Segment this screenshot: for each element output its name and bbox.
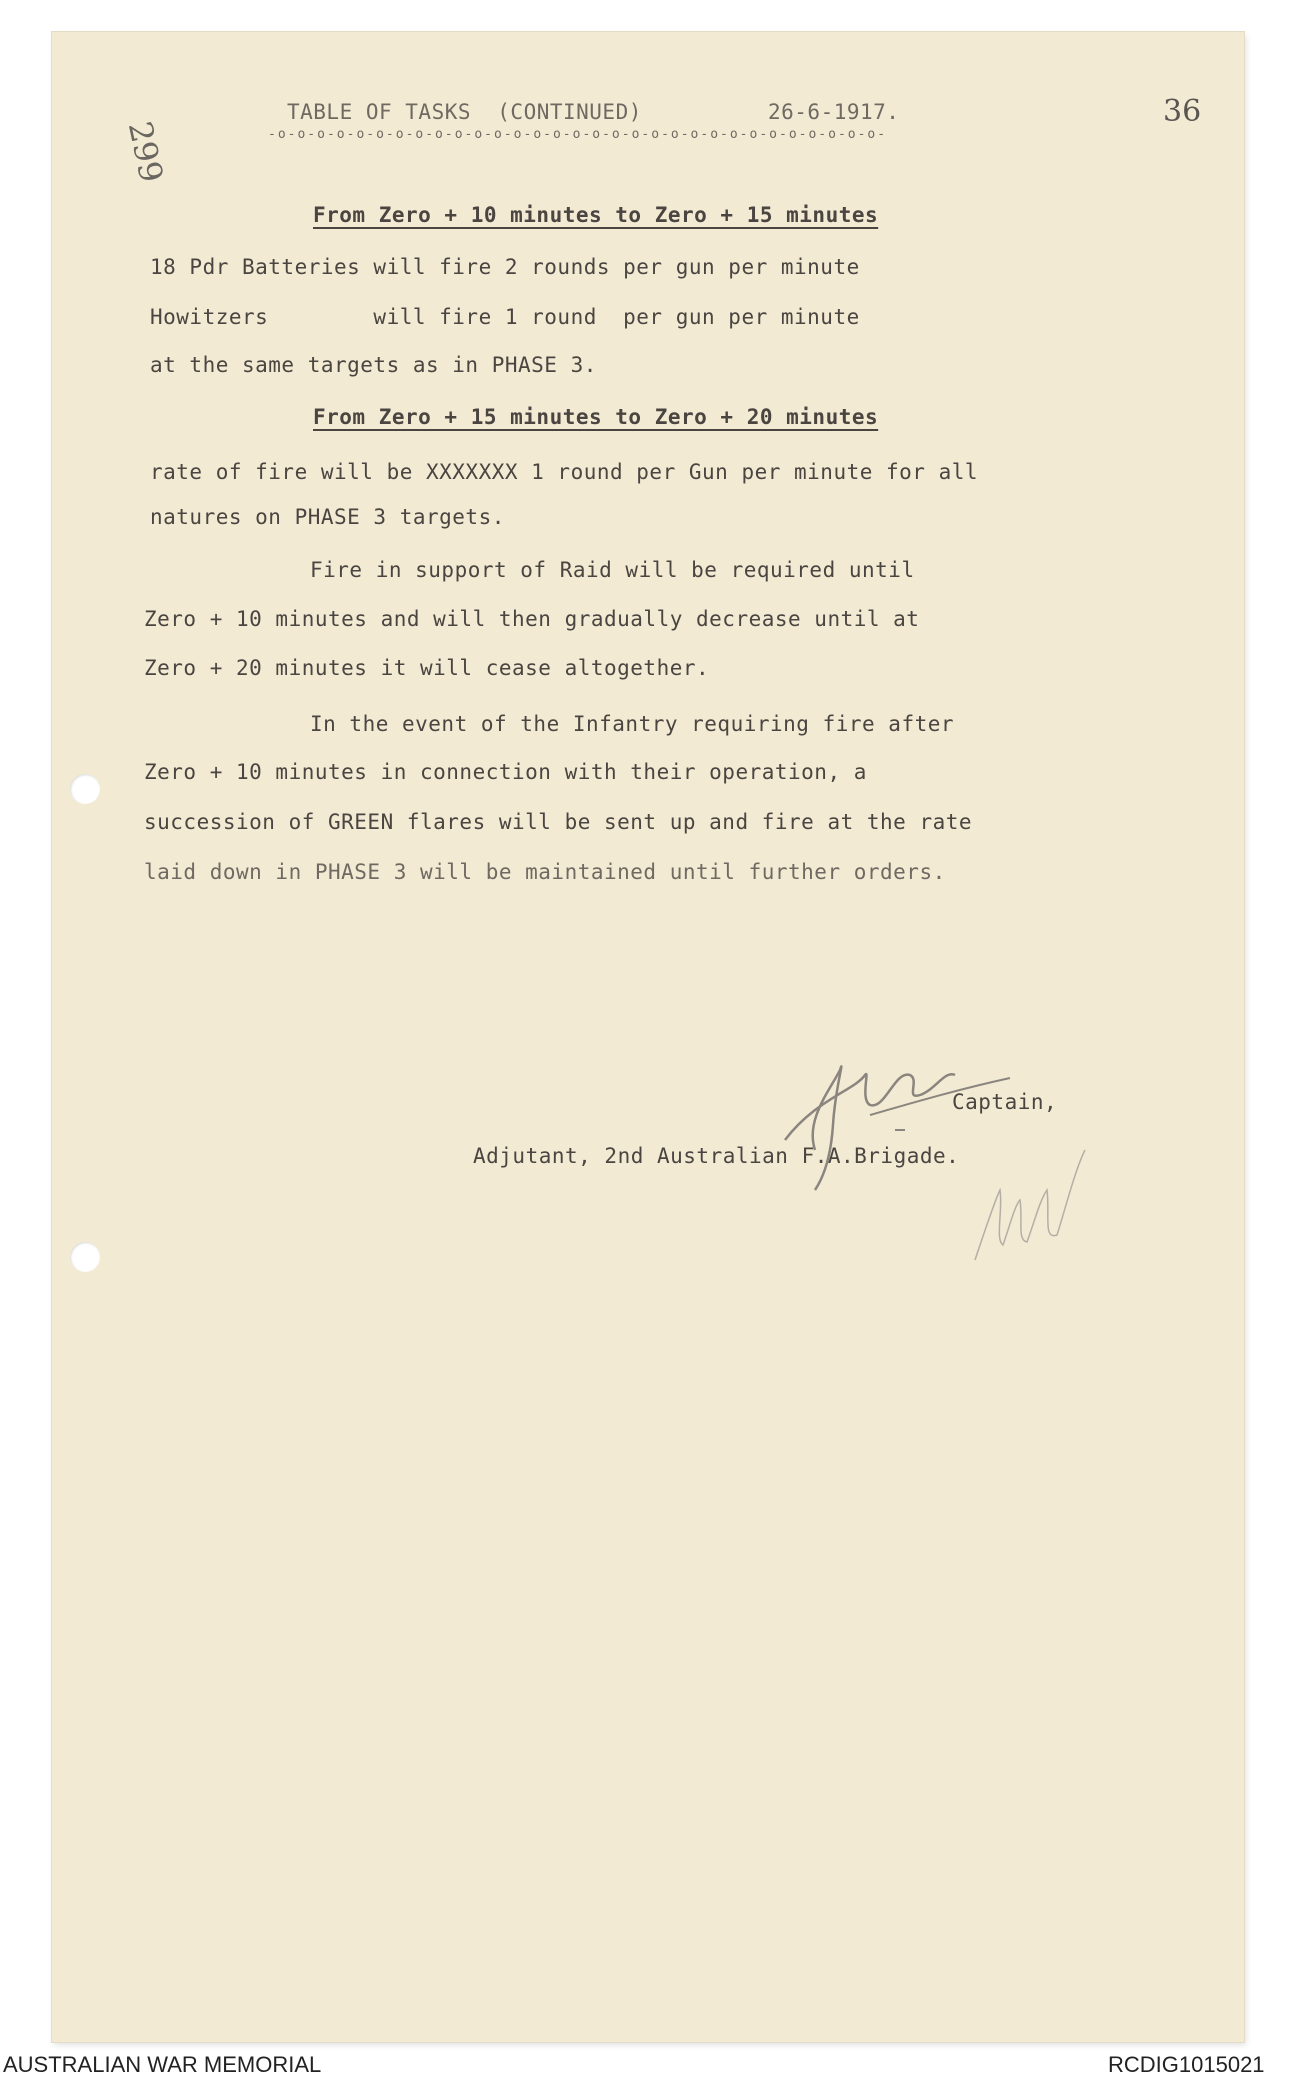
footer-record-id: RCDIG1015021 [1108,2052,1265,2077]
punch-hole-bottom [70,1242,100,1272]
document-title: TABLE OF TASKS (CONTINUED) [287,100,642,124]
page-number: 36 [1163,94,1202,129]
para2-line-1: In the event of the Infantry requiring fire after [310,712,955,736]
section1-heading: From Zero + 10 minutes to Zero + 15 minutes [313,203,879,227]
para2-line-3: succession of GREEN flares will be sent up and fire at the rate [144,810,973,834]
folio-number: 299 [120,118,171,186]
document-date: 26-6-1917. [768,100,900,124]
punch-hole-top [70,774,100,804]
para2-line-4: laid down in PHASE 3 will be maintained until further orders. [144,860,946,884]
section2-line-1: rate of fire will be XXXXXXX 1 round per Gun per minute for all [150,460,979,484]
signature-appointment: Adjutant, 2nd Australian F.A.Brigade. [473,1144,960,1168]
signature-rank: Captain, [952,1090,1058,1114]
document-sheet [52,32,1244,2042]
section1-line-3: at the same targets as in PHASE 3. [150,353,597,377]
section2-heading: From Zero + 15 minutes to Zero + 20 minutes [313,405,879,429]
section2-line-2: natures on PHASE 3 targets. [150,505,505,529]
para1-line-3: Zero + 20 minutes it will cease altogether. [144,656,710,680]
para1-line-1: Fire in support of Raid will be required until [310,558,915,582]
section1-line-1: 18 Pdr Batteries will fire 2 rounds per gun per minute [150,255,860,279]
pencil-initials [965,1130,1105,1270]
section1-line-2: Howitzers will fire 1 round per gun per minute [150,305,860,329]
para1-line-2: Zero + 10 minutes and will then gradually decrease until at [144,607,920,631]
para2-line-2: Zero + 10 minutes in connection with their operation, a [144,760,867,784]
footer-institution: AUSTRALIAN WAR MEMORIAL [3,2052,322,2077]
header-rule: -o-o-o-o-o-o-o-o-o-o-o-o-o-o-o-o-o-o-o-o-o-o-o-o-o-o-o-o-o-o-o- [268,127,888,142]
